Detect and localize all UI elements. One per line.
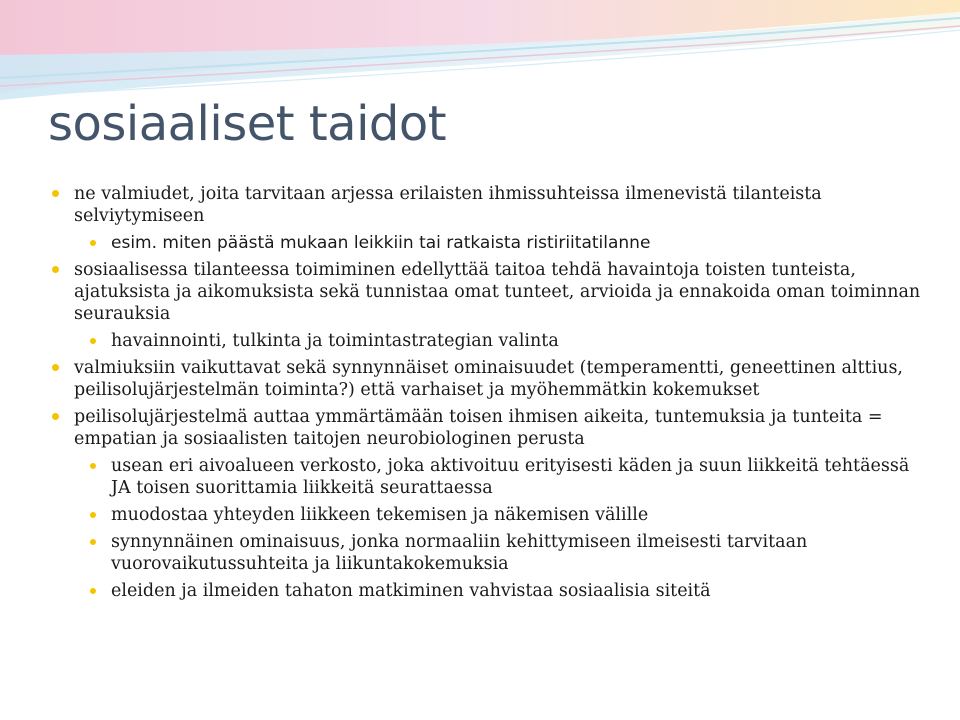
header-wave-decoration bbox=[0, 0, 960, 110]
bullet-dot-icon bbox=[90, 588, 96, 594]
bullet-dot-icon bbox=[52, 364, 59, 371]
bullet-text: sosiaalisessa tilanteessa toimiminen edellyttää taitoa tehdä havaintoja toisten tunteista, ajatuksista ja aikomuksista sekä tunnistaa omat tunteet, arvioida ja ennakoida oman toiminnan seurauksia bbox=[74, 260, 921, 324]
slide-title: sosiaaliset taidot bbox=[48, 96, 447, 152]
bullet-item bbox=[52, 455, 932, 499]
bullet-item bbox=[52, 259, 932, 325]
bullet-item bbox=[52, 183, 932, 227]
bullet-dot-icon bbox=[90, 240, 96, 246]
bullet-text: usean eri aivoalueen verkosto, joka aktivoituu erityisesti käden ja suun liikkeitä tehtäessä JA toisen suorittamia liikkeitä seurattaessa bbox=[111, 456, 910, 498]
bullet-dot-icon bbox=[90, 463, 96, 469]
bullet-text: esim. miten päästä mukaan leikkiin tai ratkaista ristiriitatilanne bbox=[111, 233, 651, 253]
bullet-item bbox=[52, 504, 932, 526]
bullet-dot-icon bbox=[52, 190, 59, 197]
bullet-item bbox=[52, 580, 932, 602]
bullet-text: ne valmiudet, joita tarvitaan arjessa erilaisten ihmissuhteissa ilmenevistä tilanteista selviytymiseen bbox=[74, 184, 822, 226]
bullet-item bbox=[52, 330, 932, 352]
bullet-item bbox=[52, 232, 932, 254]
bullet-item bbox=[52, 357, 932, 401]
bullet-dot-icon bbox=[90, 539, 96, 545]
bullet-text: peilisolujärjestelmä auttaa ymmärtämään toisen ihmisen aikeita, tuntemuksia ja tunteita = empatian ja sosiaalisten taitojen neurobiologinen perusta bbox=[74, 407, 883, 449]
bullet-text: muodostaa yhteyden liikkeen tekemisen ja näkemisen välille bbox=[111, 505, 649, 525]
bullet-dot-icon bbox=[90, 338, 96, 344]
bullet-item bbox=[52, 406, 932, 450]
bullet-text: eleiden ja ilmeiden tahaton matkiminen vahvistaa sosiaalisia siteitä bbox=[111, 581, 711, 601]
bullet-text: havainnointi, tulkinta ja toimintastrategian valinta bbox=[111, 331, 559, 351]
bullet-dot-icon bbox=[90, 512, 96, 518]
bullet-dot-icon bbox=[52, 266, 59, 273]
bullet-text: valmiuksiin vaikuttavat sekä synnynnäiset ominaisuudet (temperamentti, geneettinen alttius, peilisolujärjestelmän toiminta?) että varhaiset ja myöhemmätkin kokemukset bbox=[74, 358, 903, 400]
bullet-item bbox=[52, 531, 932, 575]
bullet-list bbox=[52, 183, 932, 607]
bullet-text: synnynnäinen ominaisuus, jonka normaaliin kehittymiseen ilmeisesti tarvitaan vuorovaikutussuhteita ja liikuntakokemuksia bbox=[111, 532, 808, 574]
bullet-dot-icon bbox=[52, 413, 59, 420]
